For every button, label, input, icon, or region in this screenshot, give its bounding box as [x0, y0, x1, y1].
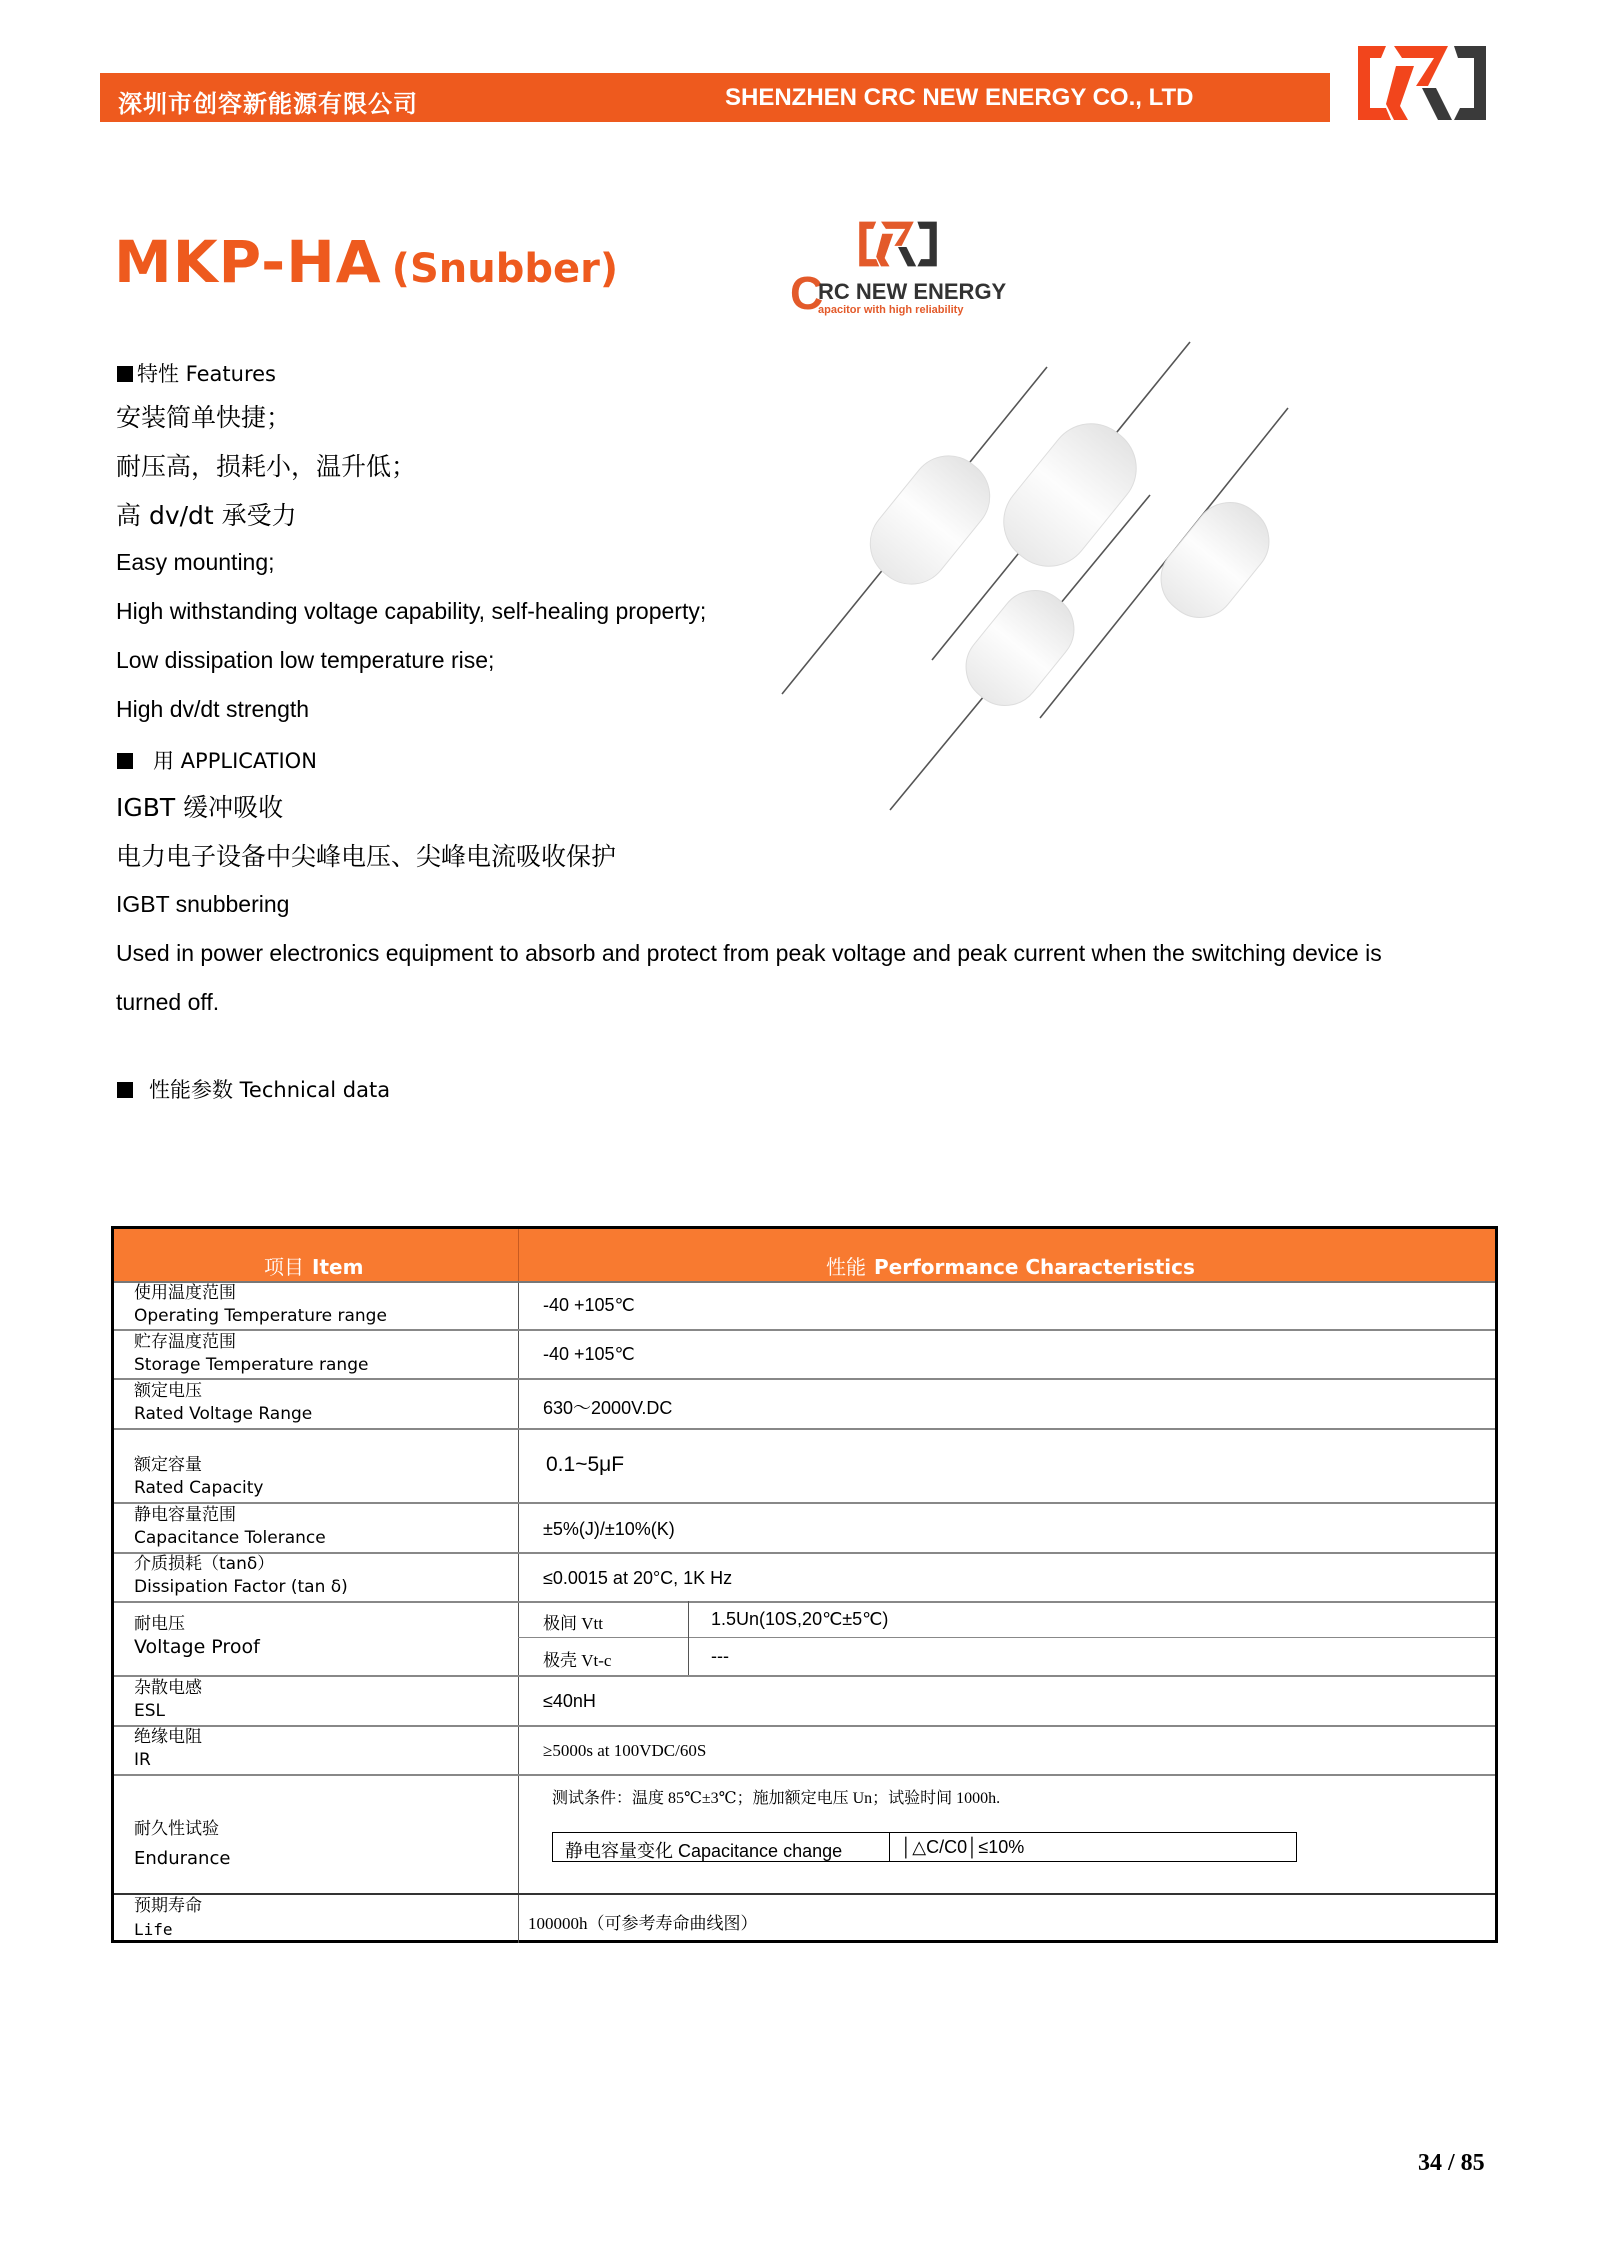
product-model: MKP-HA	[114, 228, 382, 296]
application-en: IGBT snubbering	[116, 891, 290, 917]
label-en: Rated Capacity	[134, 1478, 264, 1498]
column-header-item	[264, 1251, 363, 1280]
bullet-square-icon	[117, 366, 133, 382]
feature-cn: 安装简单快捷；	[116, 403, 292, 432]
table-row-label	[134, 1282, 387, 1328]
brand-initial: C	[790, 267, 824, 319]
label-en: Rated Voltage Range	[134, 1404, 313, 1424]
application-cn: IGBT 缓冲吸收	[116, 793, 284, 822]
application-heading-text: 用 APPLICATION	[153, 749, 317, 773]
label-en: Dissipation Factor (tan δ)	[134, 1577, 348, 1597]
label-cn: 介质损耗（tanδ）	[134, 1554, 275, 1574]
capacitor-2	[987, 407, 1154, 584]
label-cn: 静电容量范围	[134, 1505, 236, 1525]
table-row-value: ≥5000s at 100VDC/60S	[543, 1741, 707, 1760]
feature-en: Low dissipation low temperature rise;	[116, 647, 495, 673]
capacitance-change-box	[552, 1832, 1297, 1862]
label-en: ESL	[134, 1701, 166, 1721]
column-header-performance-en: Performance Characteristics	[874, 1255, 1195, 1279]
row-divider	[114, 1675, 1495, 1677]
endurance-condition: 测试条件：温度 85℃±3℃；施加额定电压 Un；试验时间 1000h.	[552, 1790, 1001, 1807]
row-divider	[114, 1378, 1495, 1380]
label-cn: 预期寿命	[134, 1896, 202, 1916]
feature-cn: 高 dv/dt 承受力	[116, 501, 297, 530]
label-cn: 绝缘电阻	[134, 1727, 202, 1747]
capacitor-4	[1146, 488, 1283, 632]
tech-heading-text: 性能参数 Technical data	[149, 1078, 391, 1102]
spec-table	[111, 1226, 1498, 1943]
label-cn: 耐电压	[134, 1614, 185, 1634]
voltage-proof-sub-label: 极间 Vtt	[543, 1614, 603, 1633]
product-title	[114, 228, 618, 296]
table-row-label	[134, 1331, 368, 1377]
features-heading	[117, 358, 276, 388]
table-row-label	[134, 1504, 326, 1550]
row-divider	[114, 1893, 1495, 1895]
feature-cn: 耐压高，损耗小，温升低；	[116, 452, 417, 481]
feature-en: High dv/dt strength	[116, 696, 310, 722]
table-row-value: ±5%(J)/±10%(K)	[543, 1519, 675, 1539]
divider	[518, 1229, 519, 1281]
tech-heading	[117, 1074, 390, 1104]
table-row-label	[134, 1613, 260, 1659]
row-divider	[114, 1428, 1495, 1430]
brand-tagline: apacitor with high reliability	[818, 304, 964, 316]
capacitance-change-label: 静电容量变化 Capacitance change	[565, 1841, 843, 1861]
feature-en: High withstanding voltage capability, self-healing property;	[116, 598, 707, 624]
table-row-value: 630～2000V.DC	[543, 1398, 673, 1418]
column-header-performance	[826, 1251, 1195, 1280]
sub-column-divider	[688, 1601, 689, 1675]
label-en: Endurance	[134, 1848, 231, 1869]
label-en: Capacitance Tolerance	[134, 1528, 326, 1548]
row-divider	[114, 1601, 1495, 1603]
table-row-value: ≤40nH	[543, 1691, 596, 1711]
divider	[889, 1833, 890, 1861]
label-cn: 额定容量	[134, 1455, 202, 1475]
label-en: Voltage Proof	[134, 1636, 260, 1658]
column-header-performance-cn: 性能	[826, 1255, 866, 1279]
row-divider	[114, 1774, 1495, 1776]
capacitor-3	[951, 576, 1088, 720]
label-en: Life	[134, 1920, 173, 1939]
table-row-label	[134, 1814, 230, 1874]
brand-logo-icon	[858, 218, 938, 270]
label-cn: 贮存温度范围	[134, 1332, 236, 1352]
bullet-square-icon	[117, 753, 133, 769]
table-row-value: 0.1~5μF	[546, 1453, 625, 1476]
column-header-item-en: Item	[312, 1255, 364, 1279]
table-row-value: -40 +105℃	[543, 1344, 635, 1364]
voltage-proof-sub-label: 极壳 Vt-c	[543, 1651, 612, 1670]
table-row-label	[134, 1454, 263, 1500]
brand-name: RC NEW ENERGY	[818, 279, 1007, 304]
bullet-square-icon	[117, 1082, 133, 1098]
application-heading	[117, 745, 317, 775]
row-divider	[114, 1725, 1495, 1727]
application-cn: 电力电子设备中尖峰电压、尖峰电流吸收保护	[116, 842, 617, 871]
voltage-proof-sub-value: ---	[711, 1646, 729, 1666]
label-cn: 使用温度范围	[134, 1283, 236, 1303]
feature-en: Easy mounting;	[116, 549, 275, 575]
crc-logo-icon	[1356, 44, 1488, 122]
features-heading-text: 特性 Features	[137, 362, 276, 386]
label-cn: 额定电压	[134, 1381, 202, 1401]
company-name-en: SHENZHEN CRC NEW ENERGY CO., LTD	[725, 84, 1194, 111]
product-type: (Snubber)	[391, 246, 619, 292]
table-row-value: ≤0.0015 at 20°C, 1K Hz	[543, 1568, 733, 1588]
table-row-label	[134, 1895, 202, 1941]
label-en: Storage Temperature range	[134, 1355, 369, 1375]
table-row-label	[134, 1726, 202, 1772]
label-cn: 耐久性试验	[134, 1819, 219, 1839]
application-en: Used in power electronics equipment to absorb and protect from peak voltage and peak current when the switching device is	[116, 940, 1382, 966]
table-row-label	[134, 1677, 202, 1723]
column-header-item-cn: 项目	[264, 1255, 304, 1279]
label-en: Operating Temperature range	[134, 1306, 387, 1326]
table-row-label	[134, 1380, 312, 1426]
application-en: turned off.	[116, 989, 220, 1015]
label-en: IR	[134, 1750, 151, 1770]
sub-row-divider	[518, 1637, 1495, 1638]
table-row-label	[134, 1553, 348, 1599]
table-row-value: -40 +105℃	[543, 1295, 635, 1315]
capacitor-product-image	[780, 330, 1500, 820]
company-name-cn: 深圳市创容新能源有限公司	[118, 90, 418, 118]
capacitance-change-value: │△C/C0│≤10%	[901, 1837, 1025, 1857]
voltage-proof-sub-value: 1.5Un(10S,20℃±5℃)	[711, 1609, 889, 1629]
column-divider	[518, 1281, 519, 1943]
table-row-value: 100000h（可参考寿命曲线图）	[528, 1914, 758, 1933]
label-cn: 杂散电感	[134, 1678, 202, 1698]
page-number: 34 / 85	[1418, 2150, 1485, 2176]
table-header	[114, 1229, 1495, 1281]
